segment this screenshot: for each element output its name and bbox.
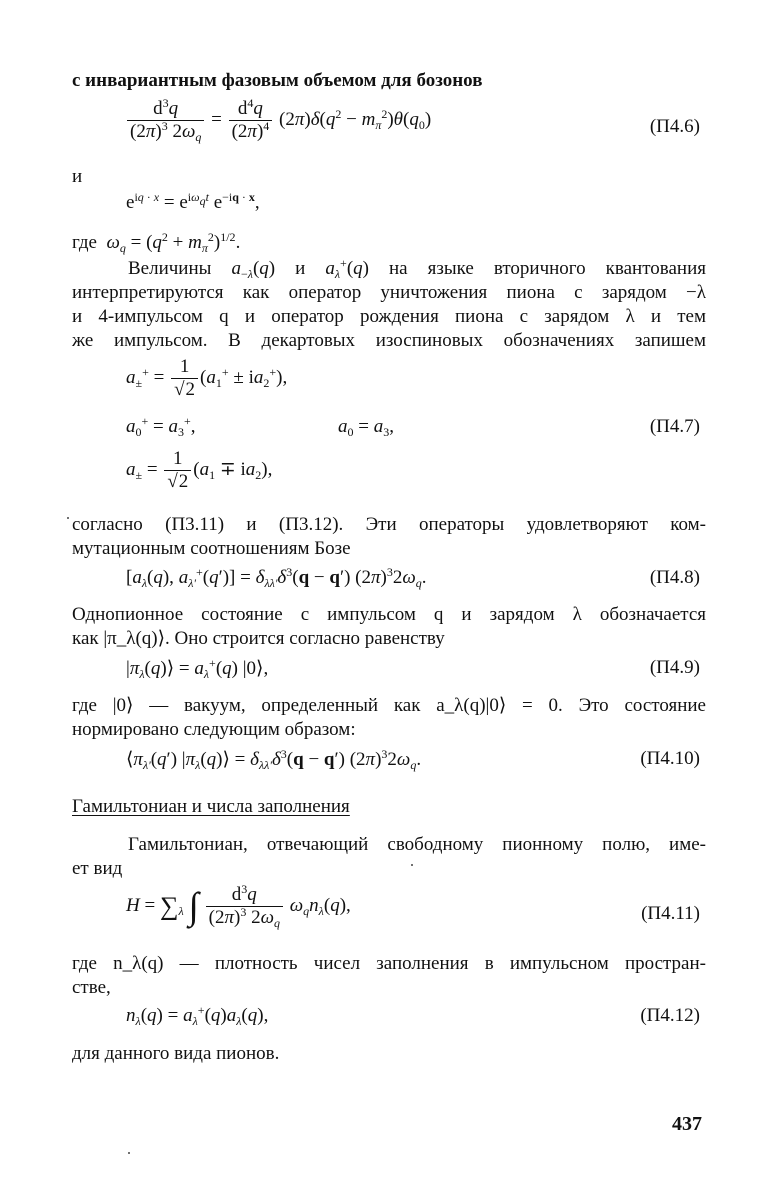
equation-number-p4-10: (П4.10) <box>640 748 700 769</box>
equation-number-p4-6: (П4.6) <box>649 116 700 137</box>
scan-speck <box>67 517 69 519</box>
equation-p4-12: $n_\lambda(q) = a_\lambda^+(q)a_\lambda(q)$, <box>126 1003 269 1028</box>
equation-p4-6: $\frac{d^3q}{(2\pi)^3 2\omega_q}$ = $\frac{d^4q}{(2\pi)^4}$ $(2\pi)\delta(q^2 - m_\pi^2)\theta(q_0)$ <box>125 98 431 143</box>
paragraph-5-line-1: Гамильтониан, отвечающий свободному пионному полю, име- <box>128 834 706 855</box>
paragraph-2-line-1: согласно (П3.11) и (П3.12). Эти операторы удовлетворяют ком- <box>72 514 706 535</box>
equation-p4-10: $⟨\pi_{\lambda'}(q')$ $|\pi_\lambda(q)⟩ = \delta_{\lambda\lambda'}\delta^3(q - q')$ $(2\pi)^32\omega_q$. <box>126 747 422 772</box>
equation-exponential: $e^{iq \cdot x} = e^{i\omega_qt}$ $e^{-iq \cdot x}$, <box>126 190 260 213</box>
scan-speck <box>411 864 413 866</box>
scan-speck <box>128 1152 130 1154</box>
equation-p4-7-line-2b: $a_0 = a_3$, <box>338 416 394 439</box>
paragraph-1-line-4: же импульсом. В декартовых изоспиновых обозначениях запишем <box>72 330 706 351</box>
page-number: 437 <box>672 1113 702 1135</box>
paragraph-1-line-3: и 4-импульсом q и оператор рождения пиона с зарядом λ и тем <box>72 306 706 327</box>
paragraph-5-line-2: ет вид <box>72 858 123 879</box>
word-and: и <box>295 258 306 279</box>
equation-number-p4-7: (П4.7) <box>649 416 700 437</box>
paragraph-3-line-1: Однопионное состояние с импульсом q и зарядом λ обозначается <box>72 604 706 625</box>
section-heading: Гамильтониан и числа заполнения <box>72 796 350 817</box>
paragraph-6-line-1: где n_λ(q) — плотность чисел заполнения в импульсном простран- <box>72 953 706 974</box>
paragraph-1-line-2: интерпретируются как оператор уничтожения пиона с зарядом −λ <box>72 282 706 303</box>
paragraph-1-line-1: Величины $a_{-\lambda}(q)$ и $a_\lambda^+(q)$ на языке вторичного квантования <box>128 256 706 281</box>
equation-p4-7-line-1: $a_\pm^+$ = $\frac{1}{√2}$ $(a_1^+ \pm ia_2^+)$, <box>126 356 288 400</box>
phrase-second-quantization: на языке вторичного квантования <box>389 258 706 279</box>
equation-p4-11: $H = \sum_\lambda$ ∫ $\frac{d^3q}{(2\pi)^3 2\omega_q}$ $\omega_qn_\lambda(q)$, <box>126 882 351 930</box>
paragraph-3-line-2: как |π_λ(q)⟩. Оно строится согласно равенству <box>72 628 445 649</box>
text-where-omega: где $\omega_q = (q^2 + m_\pi^2)^{1/2}$. <box>72 230 241 255</box>
equation-number-p4-9: (П4.9) <box>649 657 700 678</box>
text-and: и <box>72 166 83 187</box>
word-velichiny: Величины <box>128 258 212 279</box>
equation-p4-9: $|\pi_\lambda(q)⟩ = a_\lambda^+(q)$ |0⟩, <box>126 656 269 681</box>
paragraph-7-line-1: для данного вида пионов. <box>72 1043 280 1064</box>
paragraph-2-line-2: мутационным соотношениям Бозе <box>72 538 351 559</box>
equation-p4-8: [$a_\lambda(q)$, $a_{\lambda'}^+(q')] = \delta_{\lambda\lambda'}\delta^3(q - q')$ $(2\pi)^32\omega_q$. <box>126 565 427 590</box>
equation-p4-7-line-2: $a_0^+ = a_3^+$, <box>126 414 196 439</box>
equation-number-p4-8: (П4.8) <box>649 567 700 588</box>
equation-number-p4-11: (П4.11) <box>641 903 700 924</box>
paragraph-6-line-2: стве, <box>72 977 111 998</box>
where-label: где <box>72 232 97 253</box>
paragraph-4-line-2: нормировано следующим образом: <box>72 719 356 740</box>
equation-p4-7-line-3: $a_\pm$ = $\frac{1}{√2}$ $(a_1 \mp ia_2)$, <box>126 448 273 492</box>
text-line-intro: с инвариантным фазовым объемом для бозонов <box>72 70 483 91</box>
paragraph-4-line-1: где |0⟩ — вакуум, определенный как a_λ(q)|0⟩ = 0. Это состояние <box>72 695 706 716</box>
equation-number-p4-12: (П4.12) <box>640 1005 700 1026</box>
